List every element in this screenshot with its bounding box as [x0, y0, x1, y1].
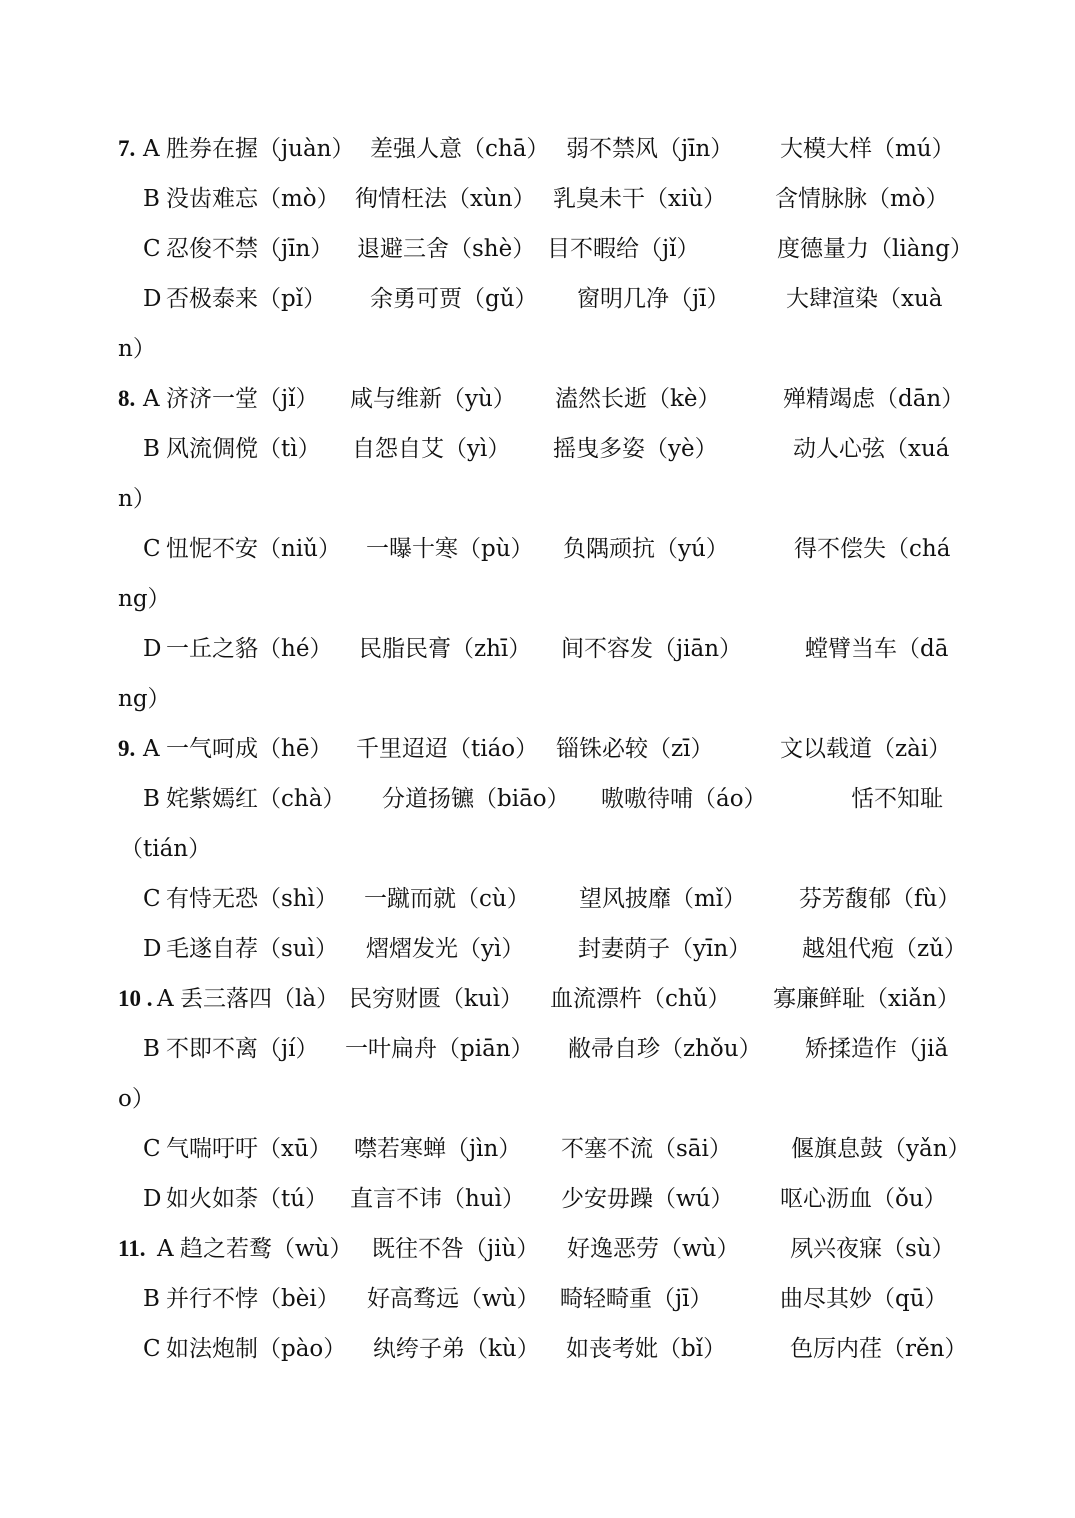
q11-option-b: [0, 1274, 1075, 1324]
option-letter: B: [143, 436, 160, 462]
q8-option-b: [0, 424, 1075, 474]
idiom-item: 不即不离（jí）: [166, 1036, 319, 1062]
option-letter: C: [143, 536, 161, 562]
idiom-item: 窗明几净（jī）: [577, 286, 730, 312]
idiom-item: 曲尽其妙（qū）: [780, 1286, 948, 1312]
idiom-item: 忍俊不禁（jīn）: [166, 236, 334, 262]
option-letter: A: [143, 736, 160, 762]
option-letter: B: [143, 786, 160, 812]
idiom-item: 民脂民膏（zhī）: [359, 636, 532, 662]
q11-option-a: [0, 1224, 1075, 1274]
option-letter: B: [143, 1286, 160, 1312]
idiom-item: 得不偿失（chá: [794, 536, 951, 562]
idiom-item: 敝帚自珍（zhǒu）: [568, 1036, 762, 1062]
idiom-item: 趋之若鹜（wù）: [180, 1236, 353, 1262]
option-letter: D: [143, 636, 162, 662]
idiom-item: 差强人意（chā）: [370, 136, 550, 162]
q7-option-d-wrap: [0, 324, 1075, 374]
option-letter: B: [143, 186, 160, 212]
question-number: 11.: [118, 1236, 146, 1261]
idiom-item: 寡廉鲜耻（xiǎn）: [773, 986, 960, 1012]
q9-option-b: [0, 774, 1075, 824]
idiom-item: 否极泰来（pǐ）: [166, 286, 327, 312]
option-letter: D: [143, 936, 162, 962]
idiom-item: 摇曳多姿（yè）: [553, 436, 718, 462]
q10-option-c: [0, 1124, 1075, 1174]
idiom-item: 大模大样（mú）: [780, 136, 955, 162]
q10-option-d: [0, 1174, 1075, 1224]
idiom-item: 民穷财匮（kuì）: [349, 986, 524, 1012]
q11-option-c: [0, 1324, 1075, 1374]
idiom-item: 千里迢迢（tiáo）: [356, 736, 539, 762]
idiom-item: 既往不咎（jiù）: [372, 1236, 540, 1262]
idiom-item: 锱铢必较（zī）: [556, 736, 714, 762]
idiom-item: 并行不悖（bèi）: [166, 1286, 340, 1312]
q7-option-b: [0, 174, 1075, 224]
idiom-item: 望风披靡（mǐ）: [579, 886, 747, 912]
idiom-item: 文以载道（zài）: [780, 736, 952, 762]
option-letter: A: [157, 986, 174, 1012]
wrapped-text: n）: [118, 336, 156, 362]
idiom-item: 好逸恶劳（wù）: [567, 1236, 740, 1262]
idiom-item: 恬不知耻: [851, 786, 943, 812]
idiom-item: 偃旗息鼓（yǎn）: [791, 1136, 971, 1162]
option-letter: A: [157, 1236, 174, 1262]
q8-option-a: [0, 374, 1075, 424]
idiom-item: 没齿难忘（mò）: [166, 186, 340, 212]
idiom-item: 直言不讳（huì）: [350, 1186, 525, 1212]
option-letter: C: [143, 1136, 161, 1162]
idiom-item: 纨绔子弟（kù）: [373, 1336, 540, 1362]
idiom-item: 自怨自艾（yì）: [352, 436, 511, 462]
idiom-item: 大肆渲染（xuà: [786, 286, 943, 312]
question-number: 7.: [118, 136, 136, 161]
idiom-item: 济济一堂（jǐ）: [166, 386, 319, 412]
option-letter: A: [143, 136, 160, 162]
wrapped-text: （tián）: [120, 836, 212, 862]
idiom-item: 畸轻畸重（jī）: [560, 1286, 713, 1312]
q8-option-d: [0, 624, 1075, 674]
option-letter: C: [143, 886, 161, 912]
idiom-item: 夙兴夜寐（sù）: [790, 1236, 955, 1262]
idiom-item: 目不暇给（jǐ）: [547, 236, 700, 262]
q8-option-c-wrap: [0, 574, 1075, 624]
q10-option-b: [0, 1024, 1075, 1074]
q7-option-a: [0, 124, 1075, 174]
idiom-item: 负隅顽抗（yú）: [563, 536, 729, 562]
idiom-item: 好高骛远（wù）: [367, 1286, 540, 1312]
idiom-item: 如丧考妣（bǐ）: [566, 1336, 727, 1362]
idiom-item: 一气呵成（hē）: [166, 736, 333, 762]
idiom-item: 一丘之貉（hé）: [166, 636, 333, 662]
idiom-item: 少安毋躁（wú）: [561, 1186, 734, 1212]
idiom-item: 姹紫嫣红（chà）: [166, 786, 346, 812]
idiom-item: 血流漂杵（chǔ）: [550, 986, 731, 1012]
idiom-item: 矫揉造作（jiǎ: [805, 1036, 949, 1062]
option-letter: C: [143, 236, 161, 262]
option-letter: B: [143, 1036, 160, 1062]
wrapped-text: ng）: [118, 686, 171, 712]
idiom-item: 含情脉脉（mò）: [775, 186, 949, 212]
q7-option-d: [0, 274, 1075, 324]
idiom-item: 一叶扁舟（piān）: [345, 1036, 534, 1062]
idiom-item: 余勇可贾（gǔ）: [370, 286, 538, 312]
q10-option-a: [0, 974, 1075, 1024]
idiom-item: 退避三舍（shè）: [357, 236, 536, 262]
idiom-item: 一曝十寒（pù）: [366, 536, 534, 562]
q8-option-b-wrap: [0, 474, 1075, 524]
idiom-item: 咸与维新（yù）: [350, 386, 516, 412]
idiom-item: 间不容发（jiān）: [561, 636, 743, 662]
idiom-item: 噤若寒蝉（jìn）: [354, 1136, 522, 1162]
idiom-item: 芬芳馥郁（fù）: [799, 886, 961, 912]
idiom-item: 动人心弦（xuá: [793, 436, 950, 462]
idiom-item: 弱不禁风（jīn）: [566, 136, 734, 162]
q9-option-d: [0, 924, 1075, 974]
idiom-item: 嗷嗷待哺（áo）: [601, 786, 767, 812]
idiom-item: 毛遂自荐（suì）: [166, 936, 338, 962]
question-number: 10 .: [118, 986, 153, 1011]
idiom-item: 如火如荼（tú）: [166, 1186, 329, 1212]
question-number: 9.: [118, 736, 136, 761]
idiom-item: 越俎代疱（zǔ）: [802, 936, 967, 962]
idiom-item: 气喘吁吁（xū）: [166, 1136, 332, 1162]
idiom-item: 徇情枉法（xùn）: [355, 186, 536, 212]
question-number: 8.: [118, 386, 136, 411]
idiom-item: 丢三落四（là）: [180, 986, 340, 1012]
q10-option-b-wrap: [0, 1074, 1075, 1124]
idiom-item: 一蹴而就（cù）: [364, 886, 530, 912]
q9-option-a: [0, 724, 1075, 774]
idiom-item: 度德量力（liàng）: [777, 236, 973, 262]
wrapped-text: n）: [118, 486, 156, 512]
idiom-item: 如法炮制（pào）: [166, 1336, 347, 1362]
idiom-item: 呕心沥血（ǒu）: [780, 1186, 947, 1212]
idiom-item: 胜券在握（juàn）: [166, 136, 355, 162]
q8-option-d-wrap: [0, 674, 1075, 724]
wrapped-text: ng）: [118, 586, 171, 612]
idiom-item: 熠熠发光（yì）: [366, 936, 525, 962]
option-letter: A: [143, 386, 160, 412]
idiom-item: 色厉内荏（rěn）: [790, 1336, 968, 1362]
idiom-item: 不塞不流（sāi）: [561, 1136, 732, 1162]
q8-option-c: [0, 524, 1075, 574]
idiom-item: 乳臭未干（xiù）: [553, 186, 727, 212]
idiom-item: 分道扬镳（biāo）: [382, 786, 570, 812]
idiom-item: 有恃无恐（shì）: [166, 886, 338, 912]
idiom-item: 殚精竭虑（dān）: [783, 386, 965, 412]
idiom-item: 螳臂当车（dā: [805, 636, 949, 662]
wrapped-text: o）: [118, 1086, 155, 1112]
idiom-item: 忸怩不安（niǔ）: [166, 536, 341, 562]
idiom-item: 封妻荫子（yīn）: [578, 936, 752, 962]
q9-option-b-wrap: [0, 824, 1075, 874]
q7-option-c: [0, 224, 1075, 274]
idiom-item: 风流倜傥（tì）: [166, 436, 321, 462]
option-letter: C: [143, 1336, 161, 1362]
option-letter: D: [143, 1186, 162, 1212]
option-letter: D: [143, 286, 162, 312]
q9-option-c: [0, 874, 1075, 924]
idiom-item: 溘然长逝（kè）: [555, 386, 721, 412]
